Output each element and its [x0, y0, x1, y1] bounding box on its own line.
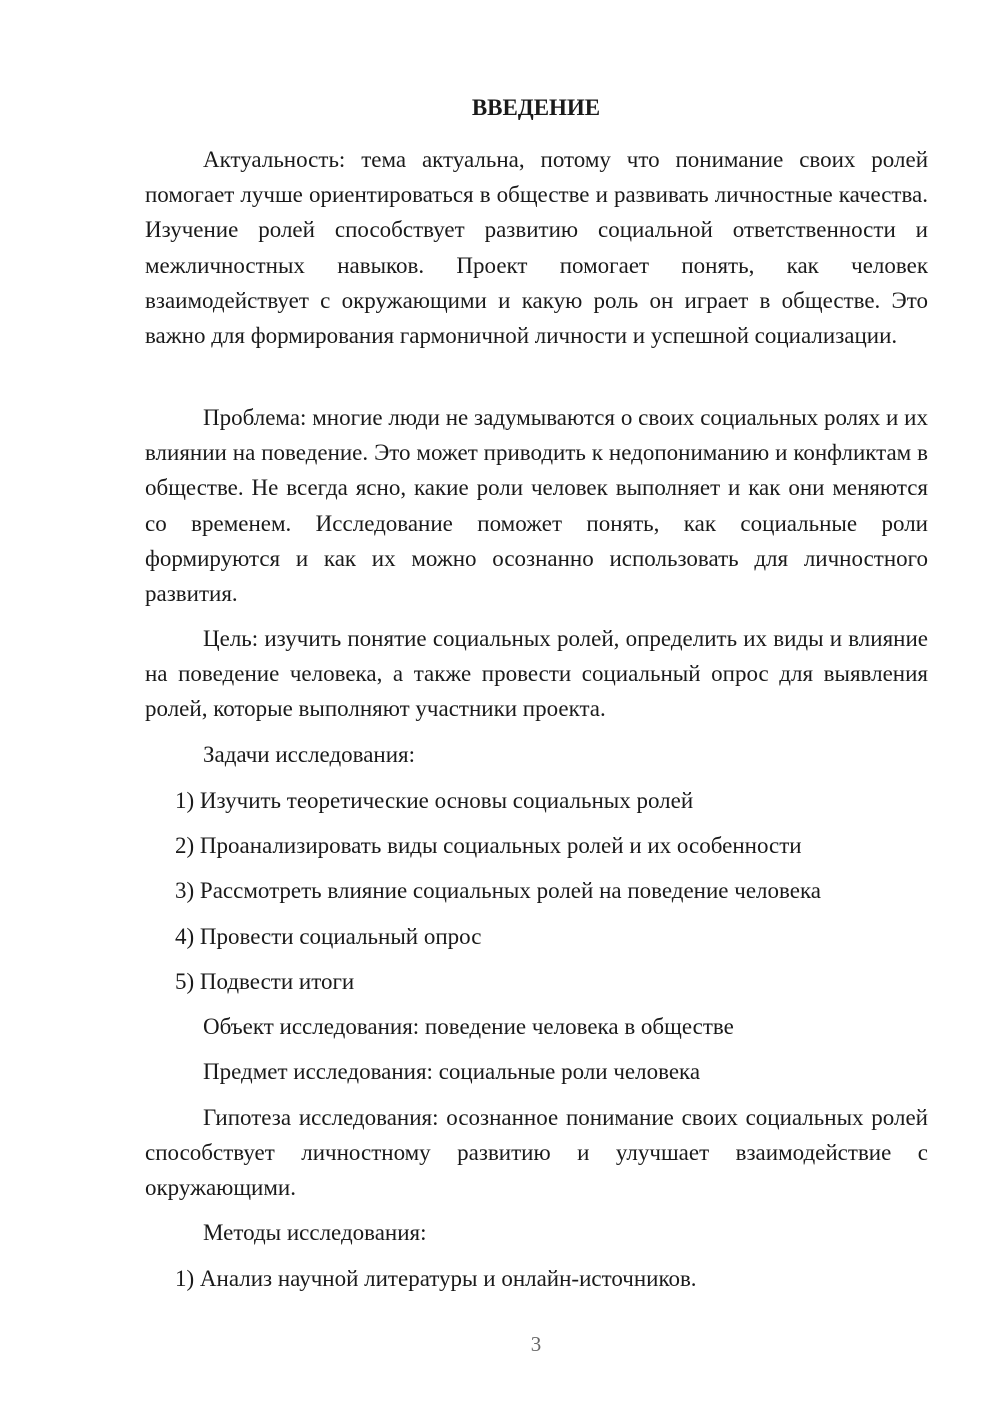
section-heading: ВВЕДЕНИЕ: [471, 95, 601, 120]
task-item-3: 3) Рассмотреть влияние социальных ролей на поведение человека: [175, 878, 821, 903]
research-object: Объект исследования: поведение человека в обществе: [203, 1014, 734, 1039]
methods-heading: Методы исследования:: [203, 1220, 427, 1245]
research-subject: Предмет исследования: социальные роли человека: [203, 1059, 701, 1084]
hypothesis-paragraph: Гипотеза исследования: осознанное понимание своих социальных ролей способствует личностному развитию и улучшает взаимодействие с окружающими.: [145, 1105, 928, 1201]
task-item-1: 1) Изучить теоретические основы социальных ролей: [175, 788, 694, 813]
task-item-5: 5) Подвести итоги: [175, 969, 355, 994]
method-item-1: 1) Анализ научной литературы и онлайн-источников.: [175, 1266, 697, 1291]
page-number: 3: [530, 1332, 542, 1356]
tasks-heading: Задачи исследования:: [203, 742, 416, 767]
task-item-4: 4) Провести социальный опрос: [175, 924, 482, 949]
relevance-paragraph: Актуальность: тема актуальна, потому что понимание своих ролей помогает лучше ориентироваться в обществе и развивать личностные качества. Изучение ролей способствует развитию социальной ответственности и межличностных навыков. Проект помогает понять, как человек взаимодействует с окружающими и какую роль он играет в обществе. Это важно для формирования гармоничной личности и успешной социализации.: [145, 147, 928, 349]
goal-paragraph: Цель: изучить понятие социальных ролей, определить их виды и влияние на поведение человека, а также провести социальный опрос для выявления ролей, которые выполняют участники проекта.: [145, 626, 928, 722]
task-item-2: 2) Проанализировать виды социальных ролей и их особенности: [175, 833, 802, 858]
problem-paragraph: Проблема: многие люди не задумываются о своих социальных ролях и их влиянии на поведение. Это может приводить к недопониманию и конфликтам в обществе. Не всегда ясно, какие роли человек выполняет и как они меняются со временем. Исследование поможет понять, как социальные роли формируются и как их можно осознанно использовать для личностного развития.: [145, 405, 928, 607]
